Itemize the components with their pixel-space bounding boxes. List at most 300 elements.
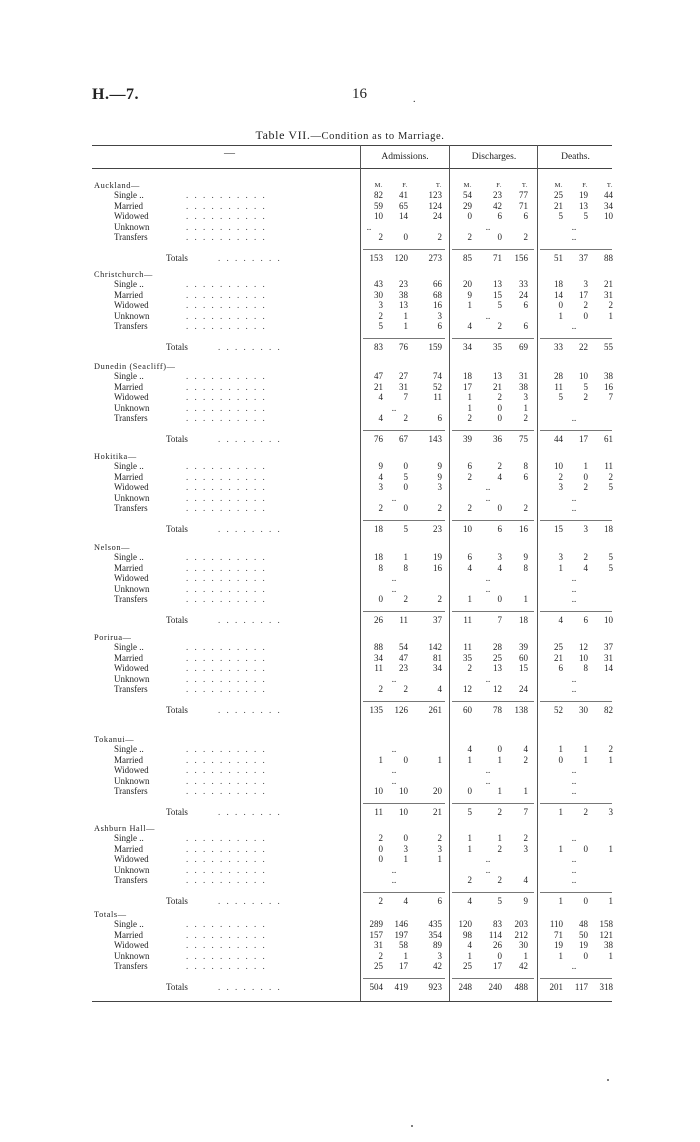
table-cell: 1: [467, 402, 472, 413]
section-heading: Christchurch—: [94, 270, 153, 279]
table-cell: 47: [399, 652, 408, 663]
table-cell: 13: [579, 200, 588, 211]
leader-dots: . . . . . . . . . .: [186, 289, 267, 300]
table-cell: 54: [399, 642, 408, 652]
totals-label: Totals: [166, 705, 188, 715]
totals-cell: 0: [583, 896, 588, 906]
table-cell: 38: [519, 381, 528, 392]
totals-rule: [363, 803, 445, 804]
page-code: H.—7.: [92, 86, 139, 103]
table-cell: ..: [571, 765, 577, 776]
table-cell: 3: [437, 843, 442, 854]
table-cell: 10: [604, 211, 613, 222]
table-cell: ..: [485, 221, 491, 232]
table-cell: ..: [571, 673, 577, 684]
section-heading: Porirua—: [94, 633, 132, 642]
table-cell: 21: [554, 652, 563, 663]
row-label: Transfers: [114, 413, 148, 424]
leader-dots: . . . . . . . . . .: [186, 492, 267, 503]
table-cell: 18: [554, 279, 563, 289]
table-cell: 37: [604, 642, 613, 652]
table-cell: 0: [403, 833, 408, 843]
leader-dots: . . . . . . . .: [218, 615, 282, 625]
table-cell: 9: [437, 461, 442, 471]
table-cell: 66: [433, 279, 442, 289]
totals-cell: 85: [463, 253, 472, 263]
totals-cell: 35: [493, 342, 502, 352]
table-cell: 77: [519, 190, 528, 200]
totals-cell: 4: [467, 896, 472, 906]
table-cell: ..: [571, 573, 577, 584]
table-cell: 11: [554, 381, 563, 392]
row-label: Unknown: [114, 673, 150, 684]
leader-dots: . . . . . . . . . .: [186, 843, 267, 854]
table-cell: 146: [394, 919, 408, 929]
table-cell: 2: [403, 413, 408, 424]
table-cell: 2: [467, 875, 472, 886]
table-cell: 39: [519, 642, 528, 652]
leader-dots: . . . . . . . . . .: [186, 413, 267, 424]
table-cell: 114: [488, 929, 502, 940]
table-cell: 28: [493, 642, 502, 652]
table-cell: 2: [378, 310, 383, 321]
table-cell: 0: [497, 503, 502, 514]
table-cell: 10: [554, 461, 563, 471]
table-cell: 1: [523, 950, 528, 961]
table-cell: ..: [571, 786, 577, 797]
table-cell: 3: [378, 482, 383, 493]
table-cell: 48: [579, 919, 588, 929]
table-cell: 2: [467, 232, 472, 243]
row-label: Widowed: [114, 573, 149, 584]
table-cell: 14: [604, 663, 613, 674]
table-cell: 17: [463, 381, 472, 392]
totals-cell: 120: [394, 253, 408, 263]
table-cell: 2: [497, 321, 502, 332]
table-cell: 2: [378, 232, 383, 243]
table-cell: 1: [437, 754, 442, 765]
table-cell: 212: [514, 929, 528, 940]
totals-cell: 37: [579, 253, 588, 263]
table-cell: 19: [433, 552, 442, 562]
row-label: Single ..: [114, 461, 144, 471]
deaths-header: Deaths.: [561, 152, 590, 162]
row-label: Transfers: [114, 875, 148, 886]
table-cell: 2: [497, 392, 502, 403]
leader-dots: . . . . . . . . . .: [186, 940, 267, 951]
row-label: Unknown: [114, 950, 150, 961]
table-cell: 3: [523, 843, 528, 854]
row-label: Single ..: [114, 919, 144, 929]
totals-cell: 6: [497, 524, 502, 534]
subcolumn-header: F.: [582, 182, 588, 189]
table-cell: 10: [399, 786, 408, 797]
subcolumn-header: F.: [402, 182, 408, 189]
totals-rule: [363, 520, 445, 521]
table-cell: 0: [467, 211, 472, 222]
table-cell: 4: [497, 471, 502, 482]
totals-cell: 488: [514, 982, 528, 992]
totals-cell: 10: [604, 615, 613, 625]
table-cell: 65: [399, 200, 408, 211]
table-cell: 2: [437, 232, 442, 243]
totals-cell: 5: [497, 896, 502, 906]
row-label: Transfers: [114, 594, 148, 605]
table-cell: 27: [399, 371, 408, 381]
table-cell: 2: [583, 392, 588, 403]
discharges-header: Discharges.: [471, 152, 517, 162]
table-cell: 2: [583, 552, 588, 562]
totals-cell: 7: [497, 615, 502, 625]
table-cell: 4: [467, 321, 472, 332]
table-cell: 2: [608, 471, 613, 482]
leader-dots: . . . . . . . . . .: [186, 765, 267, 776]
table-cell: 81: [433, 652, 442, 663]
table-cell: 50: [579, 929, 588, 940]
totals-cell: 44: [554, 434, 563, 444]
row-label: Widowed: [114, 765, 149, 776]
table-cell: 2: [467, 503, 472, 514]
totals-cell: 17: [579, 434, 588, 444]
totals-label: Totals: [166, 896, 188, 906]
table-cell: 4: [523, 744, 528, 754]
table-cell: 3: [378, 300, 383, 311]
table-cell: 1: [403, 321, 408, 332]
leader-dots: . . . . . . . . . .: [186, 673, 267, 684]
totals-cell: 16: [519, 524, 528, 534]
row-label: Transfers: [114, 786, 148, 797]
leader-dots: . . . . . . . . . .: [186, 929, 267, 940]
row-label: Transfers: [114, 961, 148, 972]
table-cell: 12: [579, 642, 588, 652]
table-cell: ..: [485, 492, 491, 503]
totals-cell: 82: [604, 705, 613, 715]
table-cell: 197: [394, 929, 408, 940]
leader-dots: . . . . . . . . . .: [186, 833, 267, 843]
table-cell: 1: [583, 461, 588, 471]
table-cell: 16: [604, 381, 613, 392]
totals-cell: 143: [428, 434, 442, 444]
leader-dots: . . . . . . . . . .: [186, 279, 267, 289]
totals-rule: [540, 338, 612, 339]
totals-cell: 126: [394, 705, 408, 715]
table-cell: 17: [399, 961, 408, 972]
table-cell: 2: [378, 684, 383, 695]
totals-cell: 76: [399, 342, 408, 352]
table-cell: 42: [519, 961, 528, 972]
table-cell: 0: [403, 503, 408, 514]
table-cell: 3: [558, 552, 563, 562]
totals-cell: 26: [374, 615, 383, 625]
table-cell: 58: [399, 940, 408, 951]
table-cell: 0: [403, 754, 408, 765]
table-cell: 1: [608, 754, 613, 765]
row-label: Unknown: [114, 583, 150, 594]
totals-cell: 75: [519, 434, 528, 444]
table-cell: 25: [493, 652, 502, 663]
leader-dots: . . . . . . . . . .: [186, 754, 267, 765]
row-label: Widowed: [114, 392, 149, 403]
leader-dots: . . . . . . . . . .: [186, 381, 267, 392]
leader-dots: . . . . . . . . . .: [186, 864, 267, 875]
table-cell: 29: [463, 200, 472, 211]
table-cell: 3: [523, 392, 528, 403]
totals-cell: 11: [399, 615, 408, 625]
table-cell: 0: [497, 232, 502, 243]
table-cell: 13: [399, 300, 408, 311]
totals-rule: [363, 611, 445, 612]
table-cell: 71: [519, 200, 528, 211]
totals-rule: [363, 978, 445, 979]
table-cell: 8: [523, 461, 528, 471]
totals-cell: 248: [458, 982, 472, 992]
row-label: Transfers: [114, 684, 148, 695]
subcolumn-header: F.: [496, 182, 502, 189]
row-label: Unknown: [114, 775, 150, 786]
table-cell: 0: [403, 461, 408, 471]
totals-cell: 138: [514, 705, 528, 715]
row-label: Married: [114, 929, 143, 940]
table-cell: 9: [523, 552, 528, 562]
table-cell: 26: [493, 940, 502, 951]
table-cell: 11: [604, 461, 613, 471]
table-cell: 13: [493, 371, 502, 381]
totals-cell: 6: [437, 896, 442, 906]
table-cell: 30: [374, 289, 383, 300]
table-cell: ..: [485, 310, 491, 321]
leader-dots: . . . . . . . . . .: [186, 961, 267, 972]
table-cell: 0: [497, 594, 502, 605]
table-cell: ..: [485, 482, 491, 493]
table-cell: 74: [433, 371, 442, 381]
table-cell: 2: [403, 594, 408, 605]
row-label: Widowed: [114, 482, 149, 493]
table-cell: 5: [403, 471, 408, 482]
table-cell: ..: [571, 413, 577, 424]
table-cell: 4: [467, 744, 472, 754]
totals-cell: 5: [403, 524, 408, 534]
leader-dots: . . . . . . . . . .: [186, 503, 267, 514]
totals-cell: 261: [428, 705, 442, 715]
table-cell: 83: [493, 919, 502, 929]
table-cell: 0: [583, 843, 588, 854]
totals-rule: [363, 249, 445, 250]
table-cell: 2: [378, 833, 383, 843]
table-cell: 10: [374, 211, 383, 222]
leader-dots: . . . . . . . .: [218, 705, 282, 715]
totals-rule: [363, 701, 445, 702]
table-cell: 2: [523, 503, 528, 514]
table-cell: 6: [523, 321, 528, 332]
table-cell: 2: [583, 300, 588, 311]
leader-dots: . . . . . . . . . .: [186, 594, 267, 605]
table-cell: 35: [463, 652, 472, 663]
table-cell: 158: [599, 919, 613, 929]
table-cell: 2: [523, 833, 528, 843]
table-cell: 6: [523, 211, 528, 222]
totals-cell: 9: [523, 896, 528, 906]
totals-cell: 156: [514, 253, 528, 263]
table-cell: 21: [604, 279, 613, 289]
table-cell: 31: [604, 289, 613, 300]
totals-cell: 419: [394, 982, 408, 992]
table-cell: ..: [571, 775, 577, 786]
table-cell: 0: [497, 950, 502, 961]
table-cell: 1: [403, 310, 408, 321]
row-label: Transfers: [114, 321, 148, 332]
row-label: Widowed: [114, 663, 149, 674]
table-cell: 11: [433, 392, 442, 403]
table-cell: 54: [463, 190, 472, 200]
totals-label: Totals: [166, 807, 188, 817]
leader-dots: . . . . . . . . . .: [186, 684, 267, 695]
ink-speck: [607, 1079, 609, 1081]
table-cell: 5: [583, 381, 588, 392]
totals-cell: 76: [374, 434, 383, 444]
table-cell: 0: [497, 744, 502, 754]
table-cell: 354: [428, 929, 442, 940]
table-cell: 5: [608, 562, 613, 573]
row-label: Widowed: [114, 854, 149, 865]
totals-cell: 15: [554, 524, 563, 534]
leader-dots: . . . . . . . .: [218, 807, 282, 817]
table-cell: 31: [374, 940, 383, 951]
table-cell: 3: [583, 279, 588, 289]
leader-dots: . . . . . . . . . .: [186, 221, 267, 232]
table-cell: 2: [437, 594, 442, 605]
table-cell: 20: [433, 786, 442, 797]
row-label: Widowed: [114, 211, 149, 222]
table-cell: 2: [437, 503, 442, 514]
leader-dots: . . . . . . . . . .: [186, 461, 267, 471]
table-cell: 59: [374, 200, 383, 211]
subcolumn-header: M.: [374, 182, 383, 189]
table-cell: 6: [558, 663, 563, 674]
leader-dots: . . . . . . . . . .: [186, 211, 267, 222]
totals-cell: 240: [488, 982, 502, 992]
table-cell: 18: [374, 552, 383, 562]
totals-cell: 69: [519, 342, 528, 352]
totals-cell: 159: [428, 342, 442, 352]
leader-dots: . . . . . . . .: [218, 253, 282, 263]
table-cell: 12: [463, 684, 472, 695]
row-label: Unknown: [114, 402, 150, 413]
table-cell: 88: [374, 642, 383, 652]
table-cell: ..: [485, 765, 491, 776]
ink-speck: [411, 1125, 413, 1127]
totals-cell: 5: [467, 807, 472, 817]
row-label: Single ..: [114, 552, 144, 562]
leader-dots: . . . . . . . . . .: [186, 854, 267, 865]
table-cell: 157: [369, 929, 383, 940]
table-cell: 1: [558, 950, 563, 961]
table-cell: 25: [554, 190, 563, 200]
totals-cell: 23: [433, 524, 442, 534]
totals-cell: 153: [369, 253, 383, 263]
table-cell: 1: [497, 754, 502, 765]
table-cell: 24: [433, 211, 442, 222]
table-cell: 1: [523, 594, 528, 605]
table-cell: 8: [403, 562, 408, 573]
table-cell: 21: [554, 200, 563, 211]
section-heading: Hokitika—: [94, 452, 137, 461]
row-label: Unknown: [114, 310, 150, 321]
table-cell: 1: [378, 754, 383, 765]
table-cell: 14: [554, 289, 563, 300]
leader-dots: . . . . . . . . . .: [186, 402, 267, 413]
table-cell: 60: [519, 652, 528, 663]
totals-cell: 22: [579, 342, 588, 352]
table-cell: 1: [467, 392, 472, 403]
totals-cell: 71: [493, 253, 502, 263]
table-cell: 1: [467, 754, 472, 765]
table-cell: 0: [497, 413, 502, 424]
totals-cell: 2: [378, 896, 383, 906]
table-cell: ..: [366, 221, 372, 232]
totals-label: Totals: [166, 982, 188, 992]
table-cell: 0: [558, 754, 563, 765]
table-cell: 6: [523, 300, 528, 311]
leader-dots: . . . . . . . . . .: [186, 652, 267, 663]
table-cell: 2: [497, 875, 502, 886]
table-cell: 31: [519, 371, 528, 381]
table-cell: 4: [467, 562, 472, 573]
table-cell: 8: [583, 663, 588, 674]
table-cell: 1: [608, 843, 613, 854]
totals-cell: 1: [608, 896, 613, 906]
table-cell: 0: [403, 232, 408, 243]
table-cell: 31: [399, 381, 408, 392]
totals-cell: 10: [399, 807, 408, 817]
leader-dots: . . . . . . . . . .: [186, 190, 267, 200]
table-cell: 38: [399, 289, 408, 300]
section-heading: Nelson—: [94, 543, 131, 552]
table-cell: ..: [571, 864, 577, 875]
table-cell: ..: [571, 321, 577, 332]
totals-cell: 21: [433, 807, 442, 817]
totals-rule: [540, 803, 612, 804]
table-cell: 18: [463, 371, 472, 381]
totals-cell: 30: [579, 705, 588, 715]
totals-cell: 504: [369, 982, 383, 992]
table-cell: ..: [571, 503, 577, 514]
table-cell: 2: [378, 950, 383, 961]
table-cell: 38: [604, 371, 613, 381]
stub-header: —: [224, 147, 235, 159]
row-label: Single ..: [114, 279, 144, 289]
table-cell: 0: [378, 843, 383, 854]
table-cell: 13: [493, 663, 502, 674]
table-cell: 3: [437, 482, 442, 493]
table-cell: 34: [374, 652, 383, 663]
table-cell: ..: [391, 864, 397, 875]
table-cell: 10: [579, 652, 588, 663]
table-cell: 30: [519, 940, 528, 951]
table-cell: 1: [403, 552, 408, 562]
row-label: Unknown: [114, 492, 150, 503]
leader-dots: . . . . . . . . . .: [186, 482, 267, 493]
table-cell: 20: [463, 279, 472, 289]
table-cell: 2: [558, 471, 563, 482]
totals-cell: 67: [399, 434, 408, 444]
section-heading: Dunedin (Seacliff)—: [94, 362, 176, 371]
row-label: Unknown: [114, 864, 150, 875]
table-cell: 3: [437, 310, 442, 321]
totals-label: Totals: [166, 253, 188, 263]
table-cell: 3: [403, 843, 408, 854]
table-cell: ..: [571, 684, 577, 695]
totals-cell: 6: [583, 615, 588, 625]
